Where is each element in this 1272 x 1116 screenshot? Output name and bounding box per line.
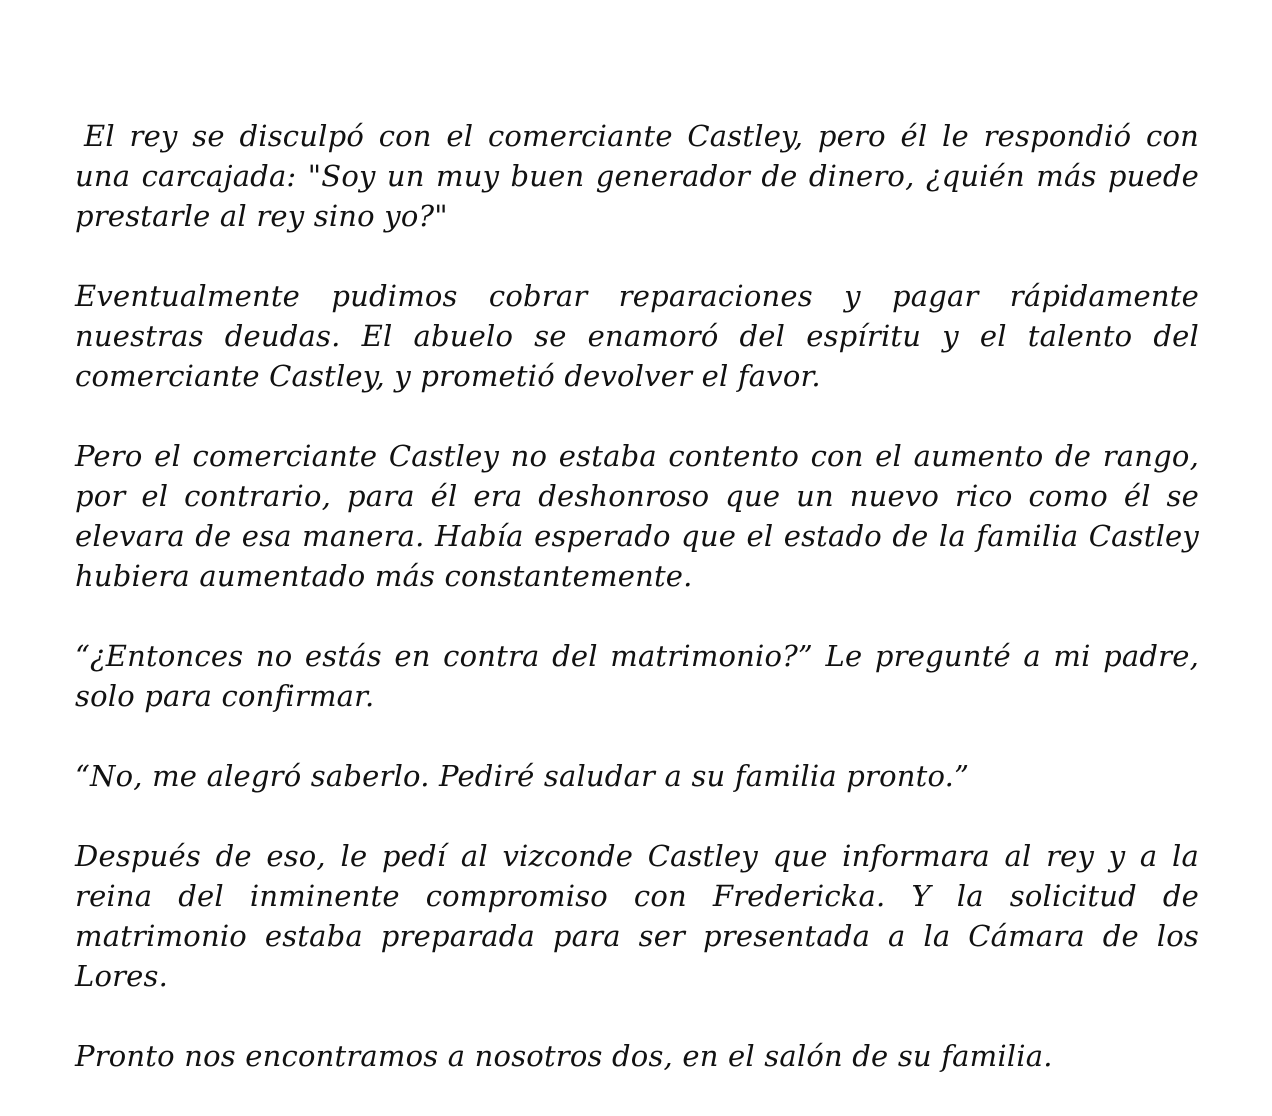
paragraph-5: “No, me alegró saberlo. Pediré saludar a su familia pronto.” bbox=[75, 759, 970, 793]
document-page bbox=[75, 116, 1199, 1116]
paragraph-7: Pronto nos encontramos a nosotros dos, en el salón de su familia. bbox=[75, 1039, 1053, 1073]
paragraph-3: Pero el comerciante Castley no estaba contento con el aumento de rango, por el contrario, para él era deshonroso que un nuevo rico como él se elevara de esa manera. Había esperado que el estado de la familia Castley hubiera aumentado más constantemente. bbox=[75, 439, 1199, 593]
paragraph-6: Después de eso, le pedí al vizconde Castley que informara al rey y a la reina del inminente compromiso con Fredericka. Y la solicitud de matrimonio estaba preparada para ser presentada a la Cámara de los Lores. bbox=[75, 839, 1199, 993]
paragraph-4: “¿Entonces no estás en contra del matrimonio?” Le pregunté a mi padre, solo para confirmar. bbox=[75, 639, 1199, 713]
paragraph-1: El rey se disculpó con el comerciante Castley, pero él le respondió con una carcajada: "Soy un muy buen generador de dinero, ¿quién más puede prestarle al rey sino yo?" bbox=[75, 119, 1199, 233]
paragraph-2: Eventualmente pudimos cobrar reparaciones y pagar rápidamente nuestras deudas. El abuelo se enamoró del espíritu y el talento del comerciante Castley, y prometió devolver el favor. bbox=[75, 279, 1199, 393]
